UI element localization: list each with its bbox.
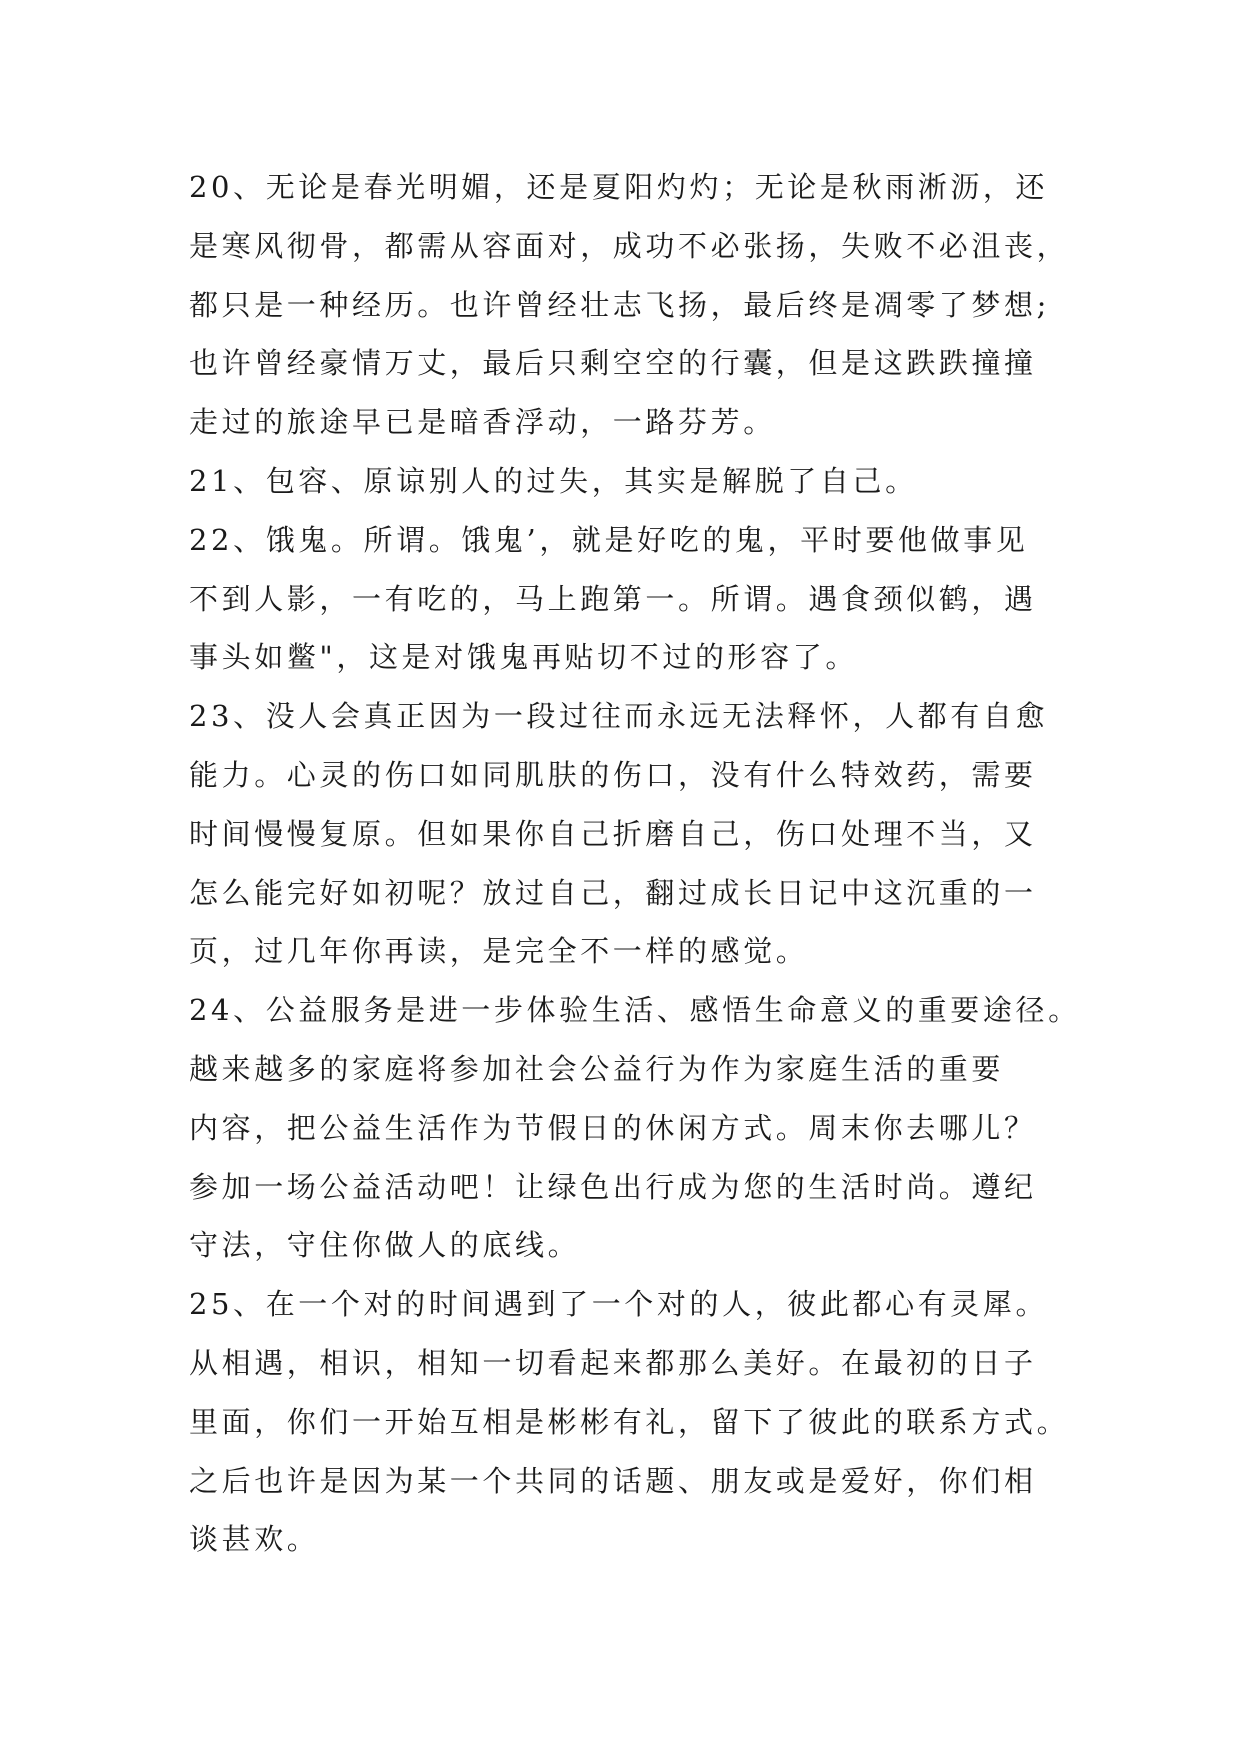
text-line: 25、在一个对的时间遇到了一个对的人，彼此都心有灵犀。: [189, 1287, 1049, 1322]
text-line: 20、无论是春光明媚，还是夏阳灼灼；无论是秋雨淅沥，还: [189, 170, 1049, 204]
text-line: 23、没人会真正因为一段过往而永远无法释怀，人都有自愈: [189, 699, 1049, 734]
text-line: 守法，守住你做人的底线。: [189, 1228, 581, 1263]
text-line: 时间慢慢复原。但如果你自己折磨自己，伤口处理不当，又: [189, 816, 1037, 851]
text-line: 都只是一种经历。也许曾经壮志飞扬，最后终是凋零了梦想;: [189, 287, 1050, 322]
text-line: 能力。心灵的伤口如同肌肤的伤口，没有什么特效药，需要: [189, 757, 1037, 792]
text-line: 之后也许是因为某一个共同的话题、朋友或是爱好，你们相: [189, 1463, 1037, 1498]
text-line: 21、包容、原谅别人的过失，其实是解脱了自己。: [189, 463, 918, 498]
document-body: [189, 158, 1081, 1569]
text-line: 不到人影，一有吃的，马上跑第一。所谓。遇食颈似鹤，遇: [189, 581, 1037, 616]
text-line: 页，过几年你再读，是完全不一样的感觉。: [189, 934, 809, 969]
text-line: 怎么能完好如初呢？放过自己，翻过成长日记中这沉重的一: [189, 875, 1037, 910]
text-line: 从相遇，相识，相知一切看起来都那么美好。在最初的日子: [189, 1345, 1037, 1380]
text-line: 参加一场公益活动吧！让绿色出行成为您的生活时尚。遵纪: [189, 1169, 1037, 1204]
text-line: 内容，把公益生活作为节假日的休闲方式。周末你去哪儿？: [189, 1110, 1037, 1145]
text-line: 谈甚欢。: [189, 1522, 320, 1557]
text-line: 24、公益服务是进一步体验生活、感悟生命意义的重要途径。: [189, 993, 1081, 1028]
text-line: 越来越多的家庭将参加社会公益行为作为家庭生活的重要: [189, 1051, 1005, 1086]
text-line: 事头如鳖"，这是对饿鬼再贴切不过的形容了。: [189, 640, 858, 675]
text-line: 22、饿鬼。所谓。饿鬼’，就是好吃的鬼，平时要他做事见: [189, 522, 1029, 557]
text-line: 里面，你们一开始互相是彬彬有礼，留下了彼此的联系方式。: [189, 1404, 1070, 1439]
text-line: 也许曾经豪情万丈，最后只剩空空的行囊，但是这跌跌撞撞: [189, 346, 1037, 381]
text-line: 走过的旅途早已是暗香浮动，一路芬芳。: [189, 405, 776, 440]
text-line: 是寒风彻骨，都需从容面对，成功不必张扬，失败不必沮丧，: [189, 228, 1070, 263]
